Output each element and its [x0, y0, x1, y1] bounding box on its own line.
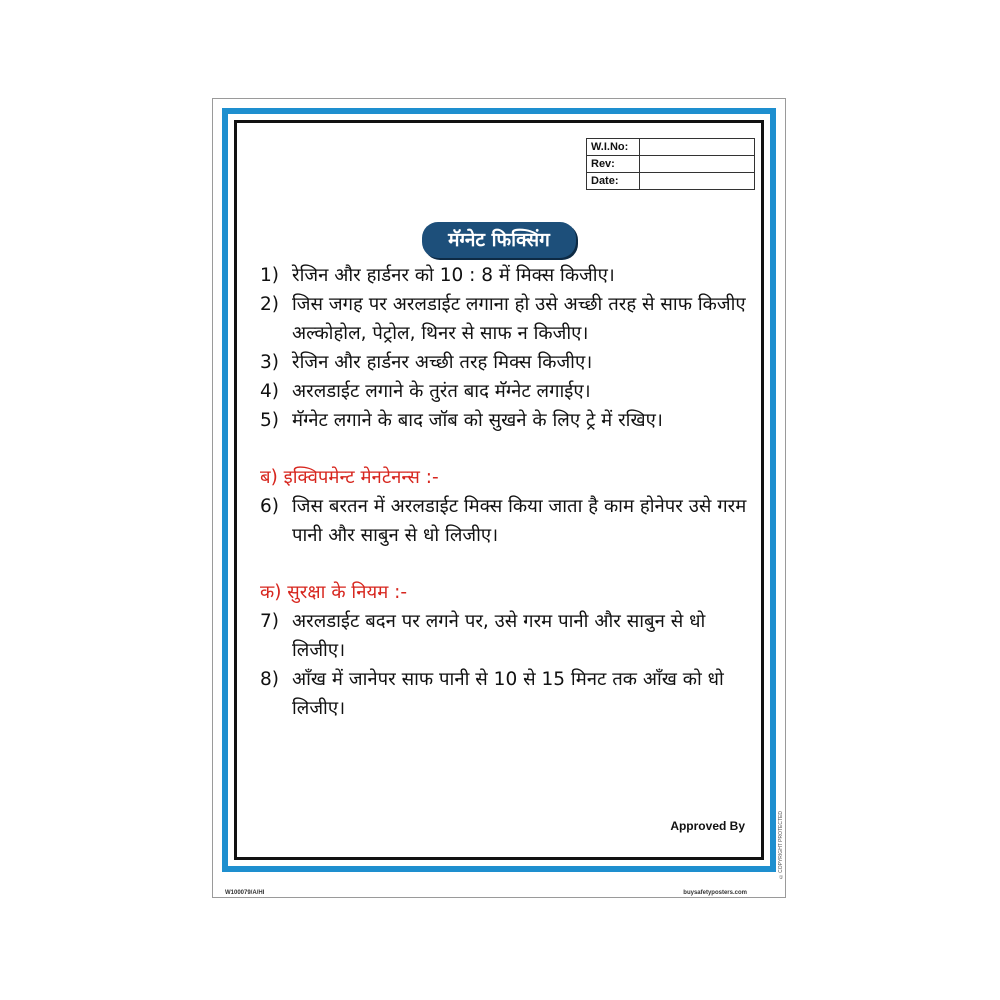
approved-by-label: Approved By [670, 819, 745, 833]
list-item [260, 406, 751, 435]
item-text: रेजिन और हार्डनर को 10 : 8 में मिक्स किजीए। [292, 265, 615, 286]
item-number: 8) [260, 669, 279, 690]
date-label: Date: [587, 173, 640, 190]
item-number: 3) [260, 352, 279, 373]
title-container [237, 222, 761, 258]
blue-border-frame [222, 108, 776, 872]
brand-url: buysafetyposters.com [683, 890, 747, 896]
list-item [260, 665, 751, 723]
black-border-frame [234, 120, 764, 860]
list-item [260, 607, 751, 665]
list-item [260, 290, 751, 348]
instructions-body [260, 261, 751, 723]
item-number: 7) [260, 611, 279, 632]
item-text: अरलडाईट बदन पर लगने पर, उसे गरम पानी और साबुन से धो लिजीए। [292, 611, 706, 661]
list-item [260, 261, 751, 290]
wi-no-row [587, 139, 755, 156]
item-number: 5) [260, 410, 279, 431]
item-number: 1) [260, 265, 279, 286]
item-text: मॅग्नेट लगाने के बाद जॉब को सुखने के लिए ट्रे में रखिए। [292, 410, 663, 431]
rev-label: Rev: [587, 156, 640, 173]
rev-field[interactable] [640, 156, 755, 173]
list-item [260, 348, 751, 377]
document-code: W100079/A/HI [225, 890, 265, 896]
date-field[interactable] [640, 173, 755, 190]
list-item [260, 377, 751, 406]
copyright-note: ©COPYRIGHT PROTECTED [778, 811, 784, 879]
wi-no-field[interactable] [640, 139, 755, 156]
section-heading-maintenance: ब) इक्विपमेन्ट मेनटेनन्स :- [260, 467, 439, 488]
date-row [587, 173, 755, 190]
section-heading-safety: क) सुरक्षा के नियम :- [260, 582, 408, 603]
wi-no-label: W.I.No: [587, 139, 640, 156]
item-text: जिस जगह पर अरलडाईट लगाना हो उसे अच्छी तरह से साफ किजीए अल्कोहोल, पेट्रोल, थिनर से साफ न किजीए। [292, 294, 746, 344]
item-text: आँख में जानेपर साफ पानी से 10 से 15 मिनट तक आँख को धो लिजीए। [292, 669, 724, 719]
item-number: 6) [260, 496, 279, 517]
item-number: 2) [260, 294, 279, 315]
item-text: रेजिन और हार्डनर अच्छी तरह मिक्स किजीए। [292, 352, 593, 373]
item-text: अरलडाईट लगाने के तुरंत बाद मॅग्नेट लगाईए। [292, 381, 591, 402]
safety-poster [212, 98, 786, 898]
work-instruction-table [586, 138, 755, 190]
poster-title: मॅग्नेट फिक्सिंग [422, 222, 576, 258]
rev-row [587, 156, 755, 173]
item-number: 4) [260, 381, 279, 402]
list-item [260, 492, 751, 550]
item-text: जिस बरतन में अरलडाईट मिक्स किया जाता है काम होनेपर उसे गरम पानी और साबुन से धो लिजीए। [292, 496, 747, 546]
